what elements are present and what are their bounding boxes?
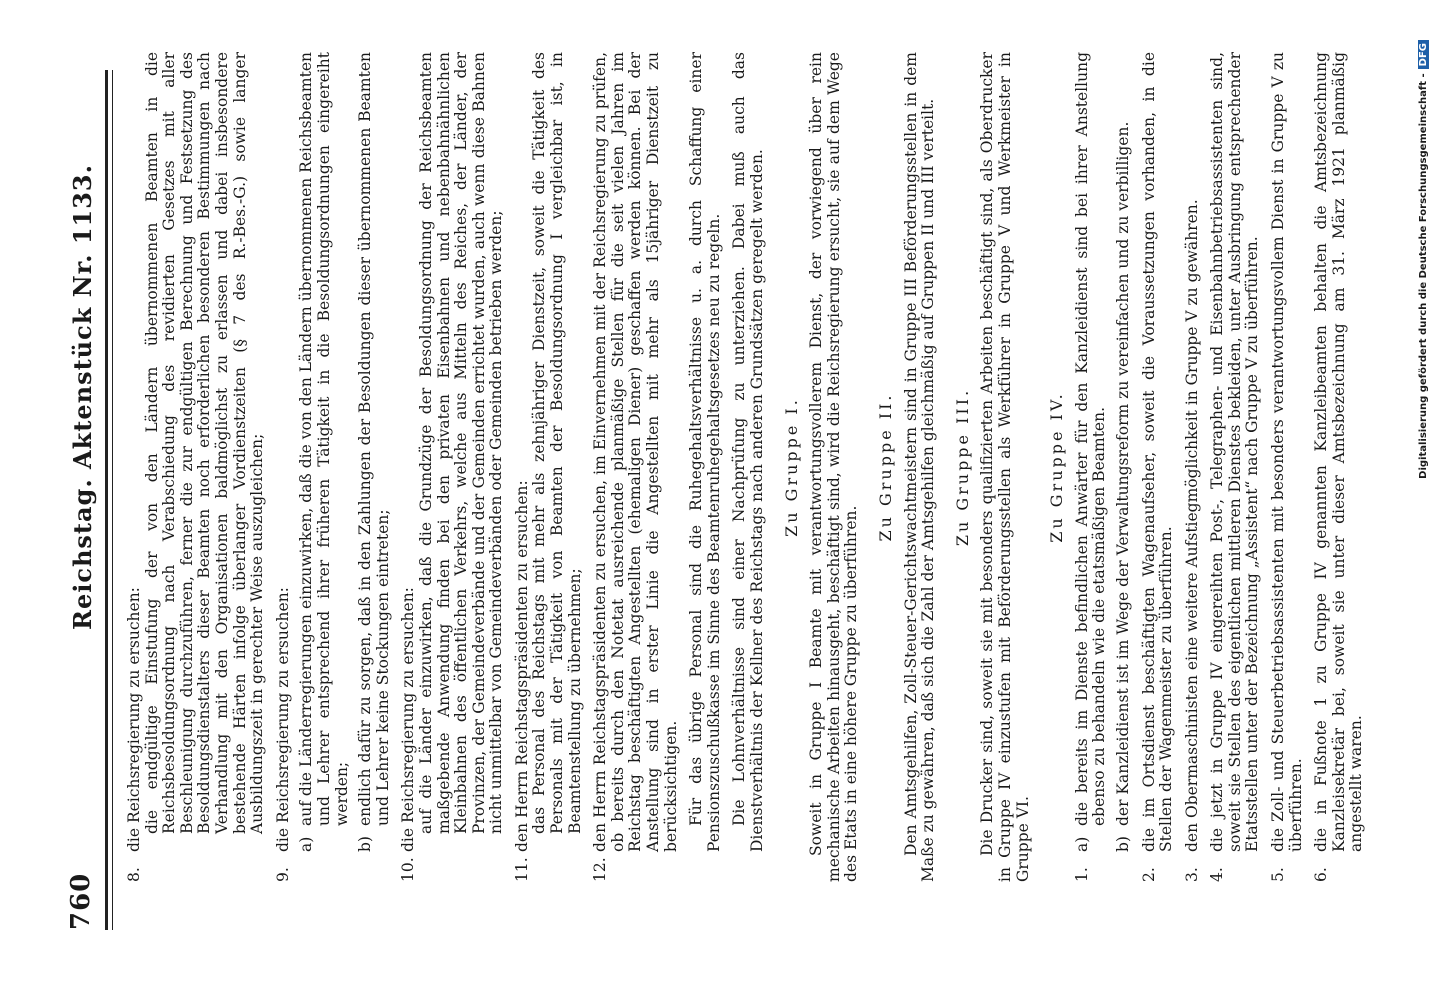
list-item: 3. den Obermaschinisten eine weitere Aufstiegmöglichkeit in Gruppe V zu gewähren. xyxy=(1182,199,1201,882)
dfg-logo: DFG xyxy=(1418,40,1429,69)
list-item: 1. a) die bereits im Dienste befindlichen Anwärter für den Kanzleidienst sind bei ihrer Anstellung ebenso zu behandeln wie die etatsmäßigen Beamten. b) der Kanzleidienst ist im Wege der Verwaltungsreform zu vereinfachen und zu verbilligen. xyxy=(1072,52,1132,882)
section-text: Soweit in Gruppe I Beamte mit verantwortungsvollerem Dienst, der vorwiegend über rein mechanische Arbeiten hinausgeht, beschäftigt sind, wird die Reichsregierung ersucht, sie auf dem Wege des Etats in eine höhere Gruppe zu überführen. xyxy=(807,52,861,882)
header-rule xyxy=(105,70,113,930)
section-text: Die Drucker sind, soweit sie mit besonders qualifizierten Arbeiten beschäftigt sind, als Oberdrucker in Gruppe IV einzustufen mit Beförderungsstellen als Werkführer in Gruppe V und Werkmeister in Gruppe VI. xyxy=(978,52,1032,882)
sub-item: a) auf die Länderregierungen einzuwirken, daß die von den Ländern übernommenen Reichsbeamten und Lehrer entsprechend ihrer früheren Tätigkeit in die Besoldungsordnungen eingereiht werden; xyxy=(297,52,351,852)
sub-item: a) die bereits im Dienste befindlichen Anwärter für den Kanzleidienst sind bei ihrer Anstellung ebenso zu behandeln wie die etatsmäßigen Beamten. xyxy=(1072,52,1109,852)
list-item: 6. die in Fußnote 1 zu Gruppe IV genannten Kanzleibeamten behalten die Amtsbezeichnung Kanzleisekretär bei, soweit sie unter dieser Amtsbezeichnung am 31. März 1921 planmäßig angestellt waren. xyxy=(1312,52,1366,882)
list-item: 2. die im Ortsdienst beschäftigten Wagenaufseher, soweit die Voraussetzungen vorhanden, in die Stellen der Wagenmeister zu überführen. xyxy=(1139,52,1176,882)
list-item: 9. die Reichsregierung zu ersuchen: a) auf die Länderregierungen einzuwirken, daß die von den Ländern übernommenen Reichsbeamten und Lehrer entsprechend ihrer früheren Tätigkeit in die Besoldungsordnungen eingereiht werden; b) endlich dafür zu sorgen, daß in den Zahlungen der Besoldungen dieser übernommenen Beamten und Lehrer keine Stockungen eintreten; xyxy=(273,52,392,882)
list-item: 8. die Reichsregierung zu ersuchen: die endgültige Einstufung der von den Ländern übernommenen Beamten in die Reichsbesoldungsordnung nach Verabschiedung des revidierten Gesetzes mit aller Beschleunigung durchzuführen, ferner die zur endgültigen Berechnung und Festsetzung des Besoldungsdienstalters dieser Beamten noch erforderlichen besonderen Bestimmungen nach Verhandlung mit den Organisationen baldmöglichst zu erlassen und dabei insbesondere bestehende Härten infolge überlanger Vordienstzeiten (§ 7 des R.-Bes.-G.) sowie langer Ausbildungszeit in gerechter Weise auszugleichen; xyxy=(125,52,267,882)
section-text: Den Amtsgehilfen, Zoll-Steuer-Gerichtswachtmeistern sind in Gruppe III Beförderungsstellen in dem Maße zu gewähren, daß sich die Zahl der Amtsgehilfen gleichmäßig auf Gruppen II und III verteilt. xyxy=(901,52,938,882)
list-item: 11. den Herrn Reichstagspräsidenten zu ersuchen: das Personal des Reichstags mit mehr als zehnjähriger Dienstzeit, soweit die Tätigkeit des Personals mit der Tätigkeit von Beamten der Besoldungsordnung I vergleichbar ist, in Beamtenstellung zu übernehmen; xyxy=(512,52,584,882)
sub-item: b) der Kanzleidienst ist im Wege der Verwaltungsreform zu vereinfachen und zu verbilligen. xyxy=(1113,121,1132,852)
header-title: Reichstag. Aktenstück Nr. 1133. xyxy=(68,164,97,630)
list-item: 4. die jetzt in Gruppe IV eingereihten Post-, Telegraphen- und Eisenbahnbetriebsassistenten sind, soweit sie Stellen des eigentlichen mittleren Dienstes bekleiden, unter Ausbringung entsprechender Etatsstellen unter der Bezeichnung „Assistent“ nach Gruppe V zu überführen. xyxy=(1208,52,1262,882)
section-heading: Zu Gruppe II. xyxy=(875,392,895,542)
page-number: 760 xyxy=(66,872,96,930)
digitization-credit: Digitalisierung gefördert durch die Deutsche Forschungsgemeinschaft -DFG xyxy=(1418,40,1429,940)
list-item: 5. die Zoll- und Steuerbetriebsassistenten mit besonders verantwortungsvollem Dienst in Gruppe V zu überführen. xyxy=(1269,52,1305,882)
sub-item: b) endlich dafür zu sorgen, daß in den Zahlungen der Besoldungen dieser übernommenen Beamten und Lehrer keine Stockungen eintreten; xyxy=(356,52,392,852)
section-heading: Zu Gruppe III. xyxy=(952,387,972,547)
list-item: 10. die Reichsregierung zu ersuchen: auf die Länder einzuwirken, daß die Grundzüge der Besoldungsordnung der Reichsbeamten maßgebende Anwendung finden bei den privaten Eisenbahnen und nebenbahnähnlichen Kleinbahnen des öffentlichen Verkehrs, welche aus Mitteln des Reiches, der Länder, der Provinzen, der Gemeindeverbände und der Gemeinden errichtet wurden, auch wenn diese Bahnen nicht unmittelbar von Gemeindeverbänden oder Gemeinden betrieben werden; xyxy=(399,52,506,882)
page-header xyxy=(62,70,102,930)
list-item: 12. den Herrn Reichstagspräsidenten zu ersuchen, im Einvernehmen mit der Reichsregierung zu prüfen, ob bereits durch den Notetat ausreichende planmäßige Stellen für die seit vielen Jahren im Reichstag beschäftigten Angestellten (ehemaligen Diener) geschaffen werden können. Bei der Anstellung sind in erster Linie die Angestellten mit mehr als 15jähriger Dienstzeit zu berücksichtigen. Für das übrige Personal sind die Ruhegehaltsverhältnisse u. a. durch Schaffung einer Pensionszuschußkasse im Sinne des Beamtenruhegehaltsgesetzes neu zu regeln. Die Lohnverhältnisse sind einer Nachprüfung zu unterziehen. Dabei muß auch das Dienstverhältnis der Kellner des Reichstags nach anderen Grundsätzen geregelt werden. xyxy=(591,52,766,882)
section-heading: Zu Gruppe IV. xyxy=(1047,391,1067,543)
document-body xyxy=(118,52,1366,882)
section-heading: Zu Gruppe I. xyxy=(781,397,801,537)
